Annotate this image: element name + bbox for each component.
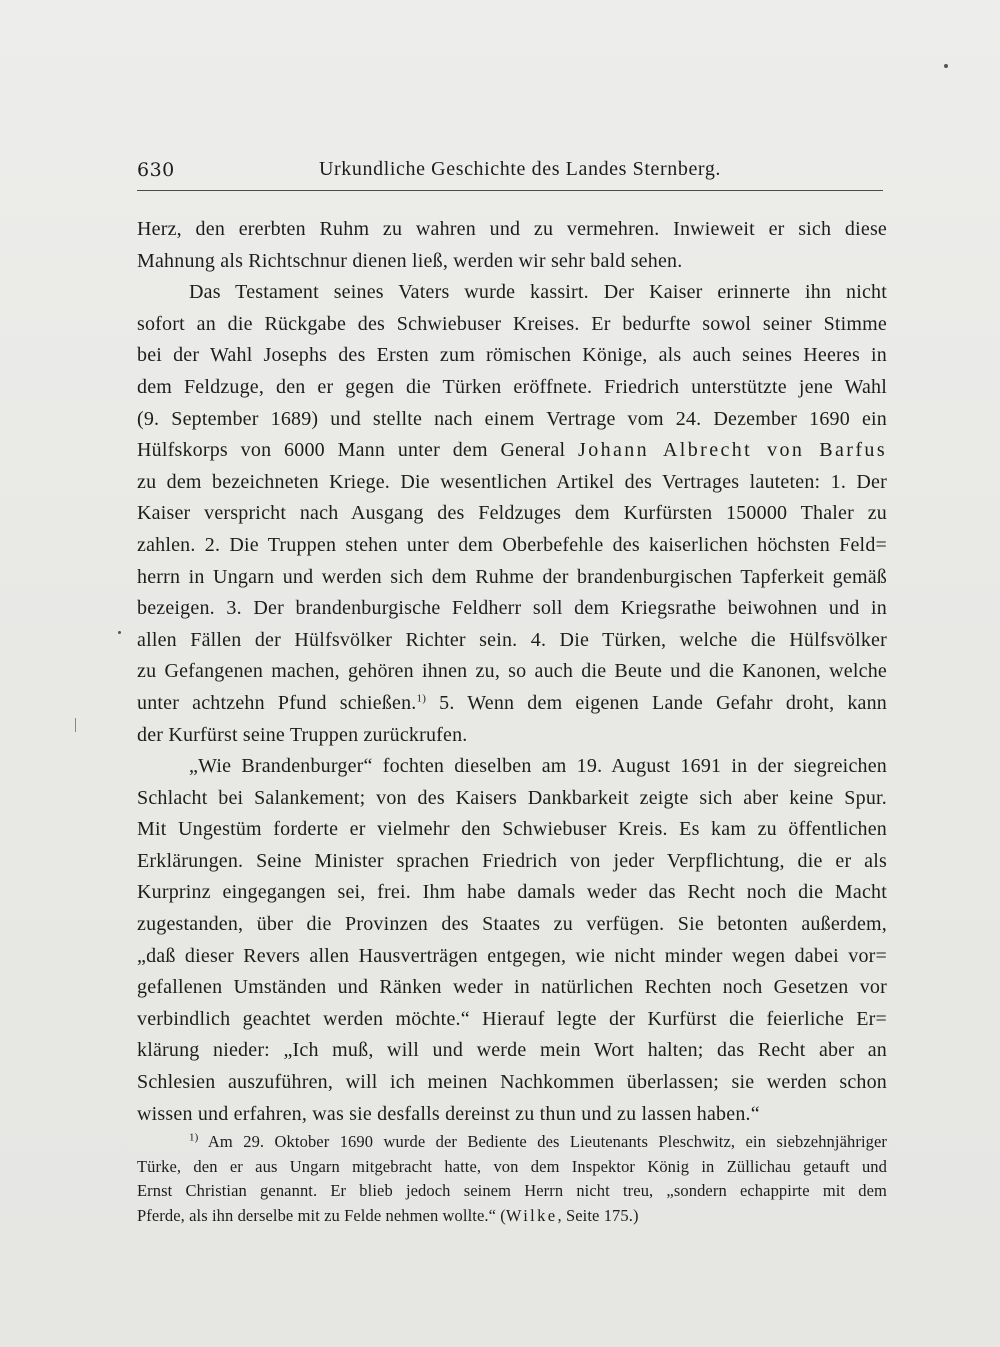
text-segment: 5. Wenn dem eigenen Lande Gefahr droht, kann bbox=[439, 691, 888, 714]
footnotes bbox=[137, 1130, 887, 1228]
footnote-reference[interactable]: 1) bbox=[416, 692, 427, 705]
paper-speck bbox=[75, 718, 76, 732]
text-line: gefallenen Umständen und Ränken weder in natürlichen Rechten noch Gesetzen vor bbox=[137, 976, 887, 999]
citation-rest: , Seite 175.) bbox=[557, 1205, 639, 1225]
text-line: Erklärungen. Seine Minister sprachen Friedrich von jeder Verpflichtung, die er als bbox=[137, 849, 887, 872]
text-line: herrn in Ungarn und werden sich dem Ruhme der brandenburgischen Tapferkeit gemäß bbox=[137, 565, 887, 588]
text-line: verbindlich geachtet werden möchte.“ Hierauf legte der Kurfürst die feierliche Er= bbox=[137, 1007, 887, 1030]
spaced-name: Johann Albrecht von Barfus bbox=[578, 439, 887, 462]
text-line-with-name bbox=[137, 435, 887, 467]
text-line: Das Testament seines Vaters wurde kassirt. Der Kaiser erinnerte ihn nicht bbox=[189, 281, 887, 304]
text-line: Kurprinz eingegangen sei, frei. Ihm habe damals weder das Recht noch die Macht bbox=[137, 881, 887, 904]
footnote-line bbox=[137, 1130, 887, 1155]
paper-speck bbox=[944, 64, 948, 68]
text-line: (9. September 1689) und stellte nach einem Vertrage vom 24. Dezember 1690 ein bbox=[137, 407, 887, 430]
text-line: wissen und erfahren, was sie desfalls dereinst zu thun und zu lassen haben.“ bbox=[137, 1102, 760, 1125]
text-line: zu Gefangenen machen, gehören ihnen zu, so auch die Beute und die Kanonen, welche bbox=[137, 660, 887, 683]
text-line: allen Fällen der Hülfsvölker Richter sein. 4. Die Türken, welche die Hülfsvölker bbox=[137, 628, 887, 651]
paper-speck bbox=[118, 631, 121, 634]
citation-author: Wilke bbox=[505, 1205, 558, 1225]
text-segment: Hülfskorps von 6000 Mann unter dem General bbox=[137, 439, 566, 462]
text-line: „daß dieser Revers allen Hausverträgen entgegen, wie nicht minder wegen dabei vor= bbox=[137, 944, 887, 967]
text-line: zahlen. 2. Die Truppen stehen unter dem Oberbefehle des kaiserlichen höchsten Feld= bbox=[137, 533, 887, 556]
page-header bbox=[137, 156, 883, 191]
footnote-mark: 1) bbox=[189, 1131, 199, 1144]
text-line: bezeigen. 3. Der brandenburgische Feldherr soll dem Kriegsrathe beiwohnen und in bbox=[137, 597, 887, 620]
text-segment: unter achtzehn Pfund schießen. bbox=[137, 691, 417, 714]
footnote-text: Pferde, als ihn derselbe mit zu Felde nehmen wollte.“ bbox=[137, 1205, 497, 1225]
text-line-with-footnote-ref bbox=[137, 688, 887, 720]
text-line: dem Feldzuge, den er gegen die Türken eröffnete. Friedrich unterstützte jene Wahl bbox=[137, 375, 887, 398]
text-line: zu dem bezeichneten Kriege. Die wesentlichen Artikel des Vertrages lauteten: 1. Der bbox=[137, 470, 887, 493]
text-line: Kaiser verspricht nach Ausgang des Feldzuges dem Kurfürsten 150000 Thaler zu bbox=[137, 502, 887, 525]
text-line: Schlesien auszuführen, will ich meinen Nachkommen überlassen; sie werden schon bbox=[137, 1071, 887, 1094]
page-number: 630 bbox=[137, 159, 175, 181]
text-line: Herz, den ererbten Ruhm zu wahren und zu vermehren. Inwieweit er sich diese bbox=[137, 218, 887, 240]
text-line: sofort an die Rückgabe des Schwiebuser Kreises. Er bedurfte sowol seiner Stimme bbox=[137, 312, 887, 335]
body-text bbox=[137, 214, 887, 1130]
footnote-line: Ernst Christian genannt. Er blieb jedoch seinem Herrn nicht treu, „sondern echappirte mit dem bbox=[137, 1181, 887, 1200]
text-line: „Wie Brandenburger“ fochten dieselben am 19. August 1691 in der siegreichen bbox=[189, 755, 887, 778]
text-line: Schlacht bei Salankement; von des Kaisers Dankbarkeit zeigte sich aber keine Spur. bbox=[137, 786, 887, 809]
text-line: bei der Wahl Josephs des Ersten zum römischen Könige, als auch seines Heeres in bbox=[137, 344, 887, 367]
text-line: klärung nieder: „Ich muß, will und werde mein Wort halten; das Recht aber an bbox=[137, 1039, 887, 1062]
citation-open: ( bbox=[500, 1205, 506, 1225]
text-line: Mit Ungestüm forderte er vielmehr den Schwiebuser Kreis. Es kam zu öffentlichen bbox=[137, 818, 887, 841]
footnote-line: Türke, den er aus Ungarn mitgebracht hatte, von dem Inspektor König in Züllichau getauft und bbox=[137, 1156, 887, 1176]
text-line: Mahnung als Richtschnur dienen ließ, werden wir sehr bald sehen. bbox=[137, 249, 683, 272]
footnote-text: Am 29. Oktober 1690 wurde der Bediente des Lieutenants Pleschwitz, ein siebzehnjähriger bbox=[207, 1132, 887, 1151]
text-line: zugestanden, über die Provinzen des Staates zu verfügen. Sie betonten außerdem, bbox=[137, 913, 887, 936]
footnote-line bbox=[137, 1204, 887, 1229]
text-line: der Kurfürst seine Truppen zurückrufen. bbox=[137, 723, 468, 746]
running-title: Urkundliche Geschichte des Landes Sternberg. bbox=[319, 158, 722, 180]
